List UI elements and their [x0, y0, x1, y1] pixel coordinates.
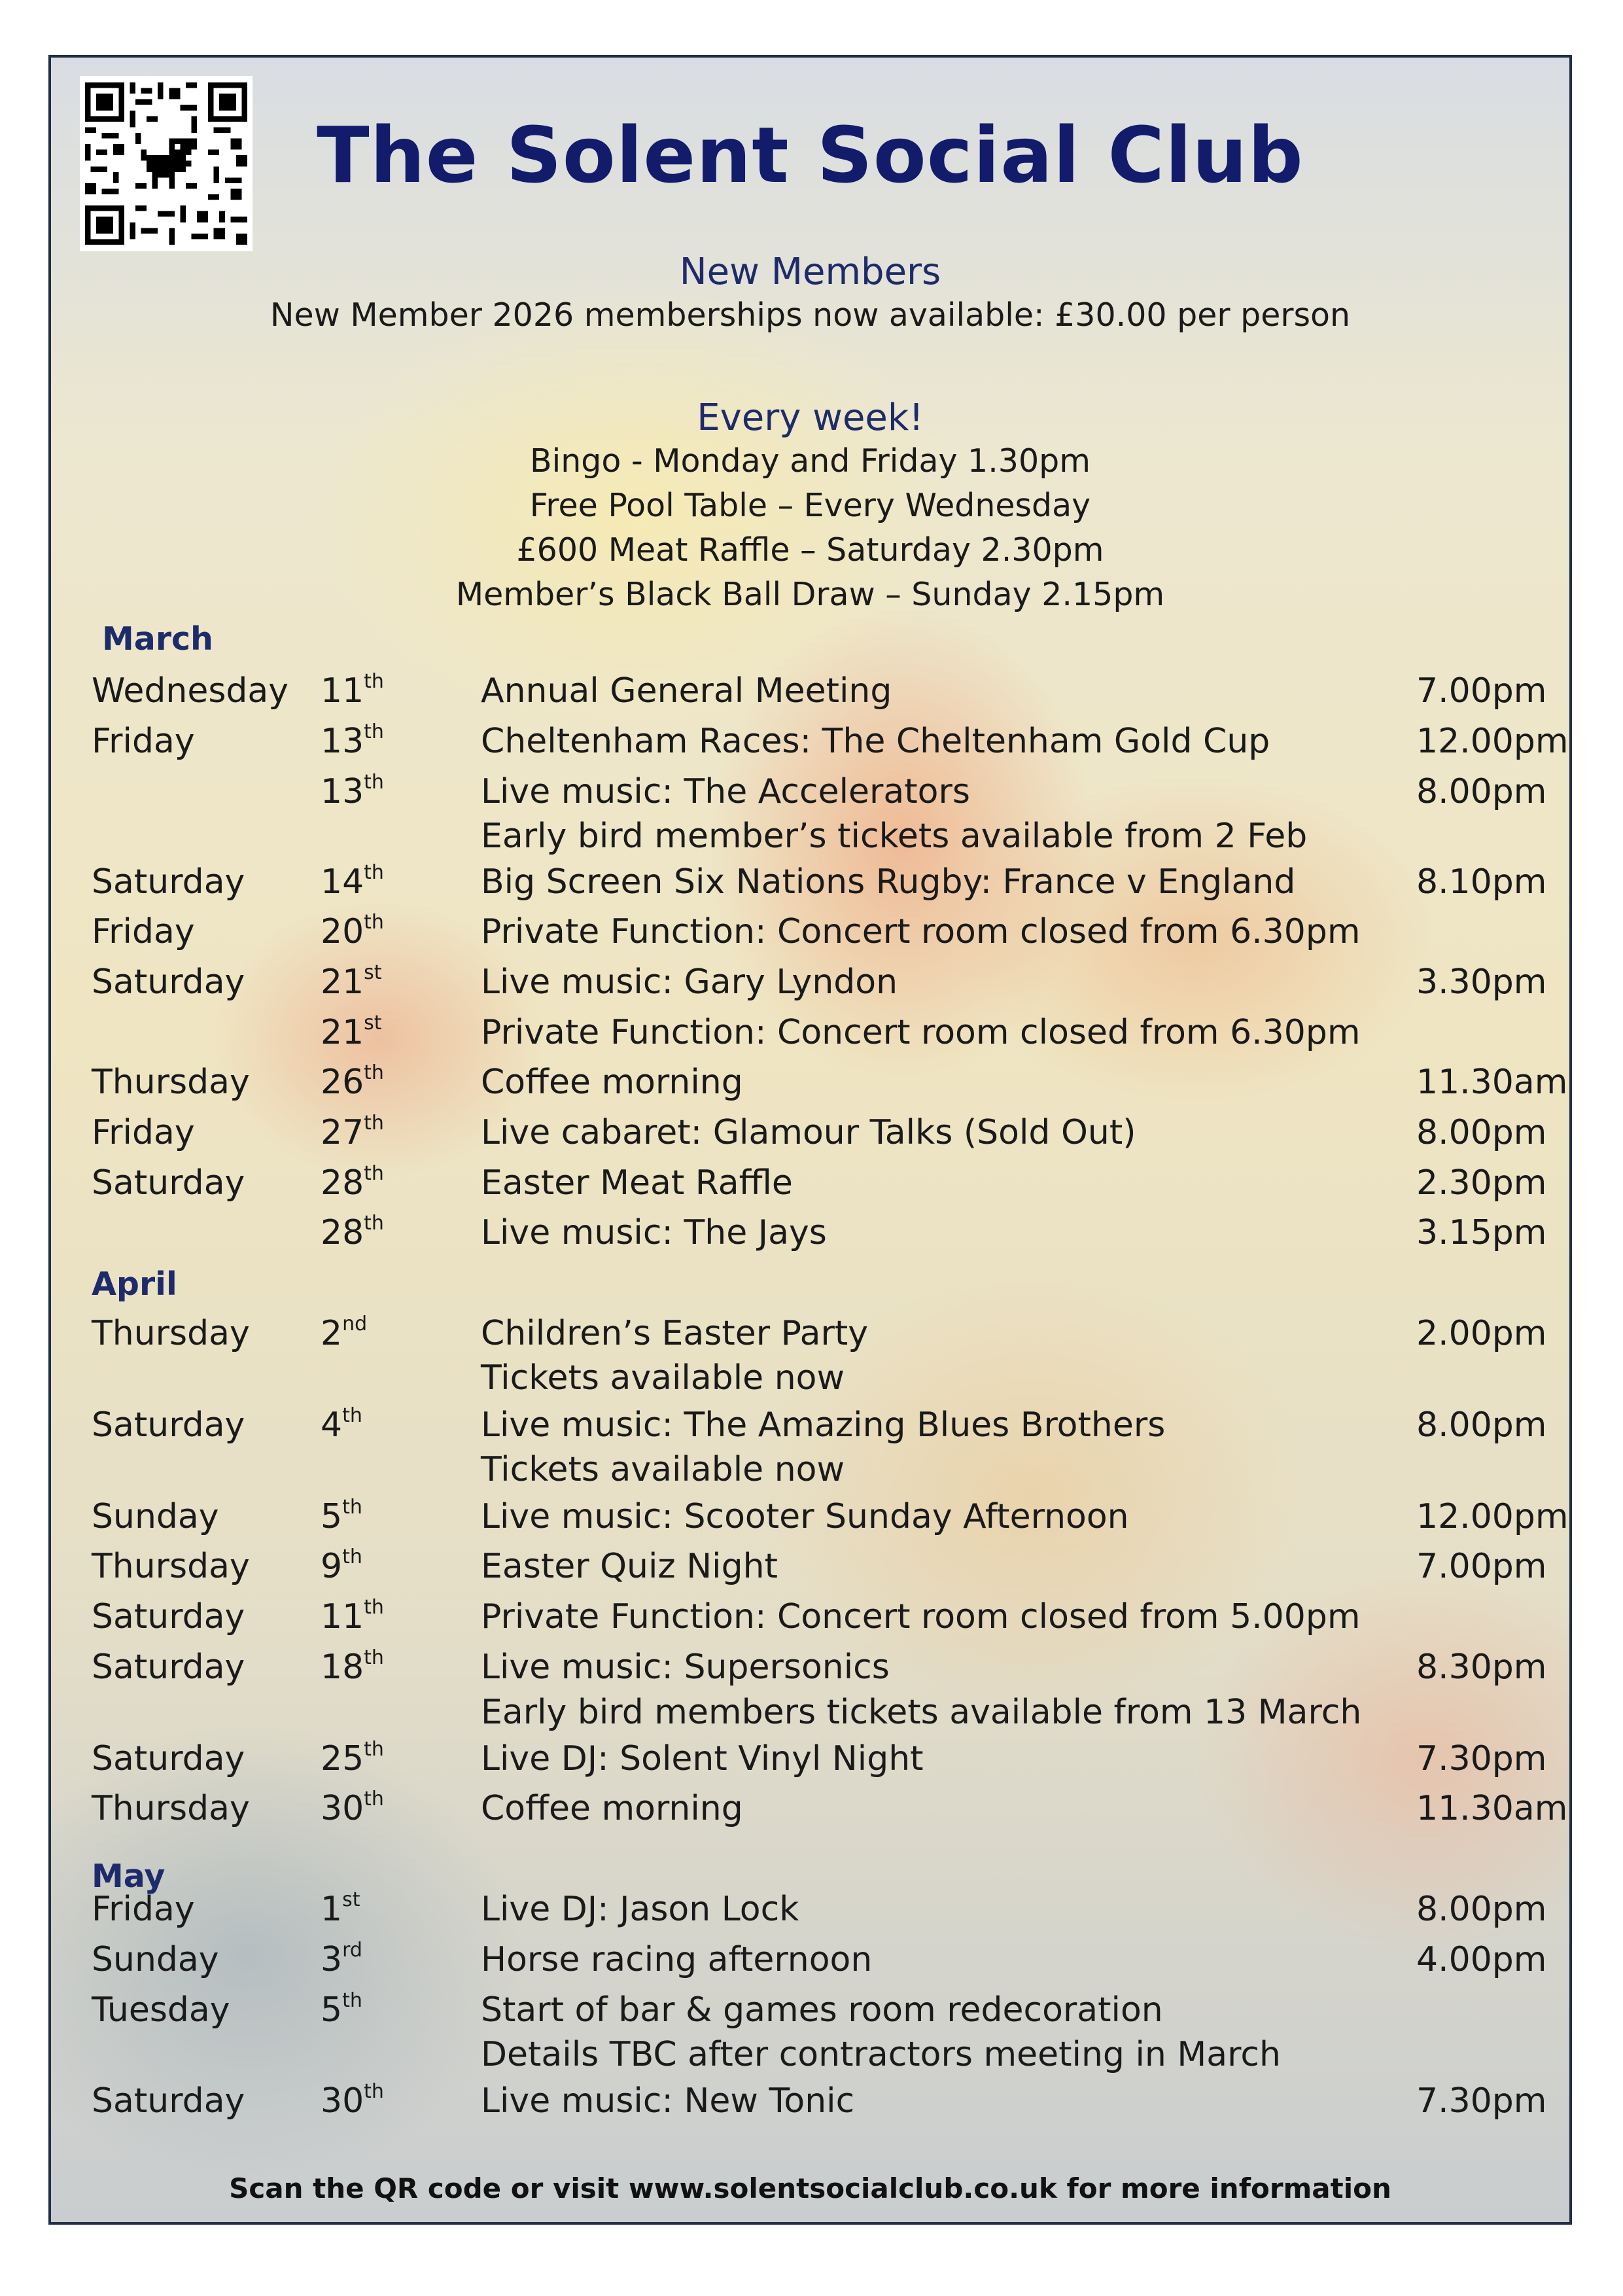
- event-title: Early bird members tickets available from 13 March: [481, 1693, 1362, 1732]
- event-row: [92, 1789, 1570, 1835]
- event-date: 3rd: [321, 1939, 362, 1979]
- date-suffix: st: [342, 1888, 360, 1911]
- month-heading-april: April: [92, 1265, 177, 1303]
- date-suffix: th: [342, 1496, 362, 1519]
- event-time: 12.00pm: [1416, 722, 1569, 761]
- event-day: Thursday: [92, 1314, 250, 1353]
- event-row: [92, 1497, 1570, 1543]
- event-time: 8.00pm: [1416, 1113, 1547, 1152]
- month-heading-may: May: [92, 1858, 166, 1895]
- event-title: Tickets available now: [481, 1450, 845, 1489]
- event-date: 5th: [321, 1496, 362, 1536]
- weekly-item: Free Pool Table – Every Wednesday: [529, 487, 1091, 524]
- event-row: [92, 1405, 1570, 1451]
- event-date: 9th: [321, 1545, 362, 1586]
- date-suffix: th: [342, 1404, 362, 1427]
- event-date: 2nd: [321, 1313, 368, 1353]
- event-title: Private Function: Concert room closed from 5.00pm: [481, 1597, 1361, 1636]
- date-suffix: th: [342, 1545, 362, 1568]
- event-time: 7.00pm: [1416, 1547, 1547, 1586]
- event-time: 8.00pm: [1416, 1890, 1547, 1929]
- event-title: Private Function: Concert room closed from 6.30pm: [481, 1013, 1361, 1052]
- event-row: [92, 1163, 1570, 1209]
- event-time: 7.00pm: [1416, 671, 1547, 711]
- event-time: 4.00pm: [1416, 1940, 1547, 1979]
- event-day: Thursday: [92, 1547, 250, 1586]
- event-date: 28th: [321, 1212, 384, 1252]
- event-row: [92, 2081, 1570, 2127]
- event-day: Thursday: [92, 1789, 250, 1828]
- date-suffix: th: [364, 720, 384, 743]
- event-row: [92, 1990, 1570, 2036]
- event-time: 7.30pm: [1416, 2081, 1547, 2121]
- footer-note: Scan the QR code or visit www.solentsocialclub.co.uk for more information: [229, 2172, 1391, 2204]
- event-day: Friday: [92, 722, 195, 761]
- event-date: 4th: [321, 1404, 362, 1445]
- event-row: [92, 1013, 1570, 1059]
- event-title: Live music: Supersonics: [481, 1648, 890, 1687]
- event-title: Details TBC after contractors meeting in March: [481, 2035, 1281, 2074]
- event-day: Saturday: [92, 2081, 245, 2121]
- event-title: Easter Meat Raffle: [481, 1163, 793, 1203]
- date-suffix: th: [364, 911, 384, 934]
- event-date: 21st: [321, 1012, 382, 1052]
- event-date: 27th: [321, 1112, 384, 1152]
- date-suffix: th: [364, 1788, 384, 1810]
- event-title: Big Screen Six Nations Rugby: France v England: [481, 862, 1296, 902]
- event-day: Saturday: [92, 1648, 245, 1687]
- date-suffix: nd: [342, 1313, 368, 1335]
- event-day: Saturday: [92, 963, 245, 1002]
- event-date: 25th: [321, 1738, 384, 1778]
- event-day: Tuesday: [92, 1990, 230, 2030]
- event-time: 8.00pm: [1416, 772, 1547, 811]
- date-suffix: th: [364, 1162, 384, 1185]
- event-date: 30th: [321, 1788, 384, 1828]
- event-title: Children’s Easter Party: [481, 1314, 869, 1353]
- event-title: Annual General Meeting: [481, 671, 892, 711]
- event-title: Live music: New Tonic: [481, 2081, 855, 2121]
- event-row: [92, 2035, 1570, 2081]
- event-title: Live DJ: Solent Vinyl Night: [481, 1739, 924, 1778]
- date-suffix: th: [364, 1061, 384, 1084]
- event-row: [92, 963, 1570, 1008]
- event-title: Start of bar & games room redecoration: [481, 1990, 1163, 2030]
- date-suffix: st: [364, 961, 382, 984]
- event-day: Saturday: [92, 1739, 245, 1778]
- event-time: 8.10pm: [1416, 862, 1547, 902]
- weekly-item: Bingo - Monday and Friday 1.30pm: [530, 442, 1091, 480]
- event-title: Horse racing afternoon: [481, 1940, 873, 1979]
- event-time: 2.00pm: [1416, 1314, 1547, 1353]
- event-time: 8.30pm: [1416, 1648, 1547, 1687]
- event-day: Saturday: [92, 1163, 245, 1203]
- event-date: 13th: [321, 771, 384, 811]
- event-time: 11.30am: [1416, 1063, 1568, 1102]
- date-suffix: st: [364, 1012, 382, 1034]
- event-day: Saturday: [92, 1405, 245, 1445]
- event-row: [92, 1547, 1570, 1593]
- event-title: Coffee morning: [481, 1063, 743, 1102]
- event-date: 18th: [321, 1646, 384, 1687]
- event-row: [92, 1597, 1570, 1643]
- event-title: Live music: The Amazing Blues Brothers: [481, 1405, 1166, 1445]
- event-title: Tickets available now: [481, 1358, 845, 1398]
- event-time: 11.30am: [1416, 1789, 1568, 1828]
- event-row: [92, 1063, 1570, 1108]
- month-heading-march: March: [102, 620, 213, 658]
- every-week-heading: Every week!: [697, 397, 924, 439]
- event-row: [92, 912, 1570, 958]
- date-suffix: th: [364, 861, 384, 884]
- event-row: [92, 1450, 1570, 1496]
- event-title: Live cabaret: Glamour Talks (Sold Out): [481, 1113, 1136, 1152]
- page-title: The Solent Social Club: [317, 110, 1304, 200]
- date-suffix: th: [364, 1212, 384, 1235]
- event-day: Saturday: [92, 862, 245, 902]
- event-day: Sunday: [92, 1940, 219, 1979]
- event-time: 2.30pm: [1416, 1163, 1547, 1203]
- date-suffix: th: [364, 1738, 384, 1761]
- event-day: Friday: [92, 1890, 195, 1929]
- date-suffix: th: [364, 771, 384, 794]
- event-day: Friday: [92, 912, 195, 951]
- event-date: 1st: [321, 1888, 360, 1929]
- date-suffix: th: [364, 1112, 384, 1135]
- event-date: 5th: [321, 1989, 362, 2030]
- event-row: [92, 772, 1570, 818]
- event-row: [92, 1890, 1570, 1935]
- event-day: Wednesday: [92, 671, 289, 711]
- poster: [48, 55, 1572, 2225]
- event-date: 21st: [321, 961, 382, 1002]
- event-day: Sunday: [92, 1497, 219, 1536]
- weekly-item: £600 Meat Raffle – Saturday 2.30pm: [516, 531, 1104, 569]
- event-title: Early bird member’s tickets available from 2 Feb: [481, 817, 1308, 856]
- weekly-item: Member’s Black Ball Draw – Sunday 2.15pm: [455, 576, 1165, 613]
- event-row: [92, 671, 1570, 717]
- event-row: [92, 817, 1570, 862]
- event-title: Coffee morning: [481, 1789, 743, 1828]
- new-members-text: New Member 2026 memberships now available: £30.00 per person: [270, 296, 1351, 334]
- every-week-section: [51, 397, 1569, 617]
- event-time: 7.30pm: [1416, 1739, 1547, 1778]
- event-row: [92, 1693, 1570, 1739]
- event-row: [92, 722, 1570, 768]
- event-row: [92, 1113, 1570, 1159]
- event-title: Live music: The Accelerators: [481, 772, 970, 811]
- event-row: [92, 1739, 1570, 1785]
- event-day: Saturday: [92, 1597, 245, 1636]
- event-row: [92, 1648, 1570, 1693]
- event-row: [92, 1213, 1570, 1259]
- date-suffix: th: [364, 1646, 384, 1669]
- event-time: 8.00pm: [1416, 1405, 1547, 1445]
- event-title: Live music: The Jays: [481, 1213, 827, 1252]
- new-members-heading: New Members: [679, 251, 941, 293]
- event-day: Thursday: [92, 1063, 250, 1102]
- date-suffix: th: [342, 1989, 362, 2012]
- event-date: 20th: [321, 911, 384, 951]
- event-time: 3.15pm: [1416, 1213, 1547, 1252]
- event-date: 14th: [321, 861, 384, 902]
- event-date: 11th: [321, 1596, 384, 1636]
- event-title: Cheltenham Races: The Cheltenham Gold Cup: [481, 722, 1270, 761]
- event-date: 13th: [321, 720, 384, 761]
- event-date: 30th: [321, 2080, 384, 2121]
- event-time: 3.30pm: [1416, 963, 1547, 1002]
- event-row: [92, 1940, 1570, 1986]
- event-title: Easter Quiz Night: [481, 1547, 778, 1586]
- event-title: Live music: Gary Lyndon: [481, 963, 898, 1002]
- new-members-section: [51, 251, 1569, 338]
- event-title: Private Function: Concert room closed from 6.30pm: [481, 912, 1361, 951]
- event-time: 12.00pm: [1416, 1497, 1569, 1536]
- event-row: [92, 1358, 1570, 1404]
- date-suffix: rd: [342, 1939, 362, 1962]
- date-suffix: th: [364, 2080, 384, 2103]
- event-day: Friday: [92, 1113, 195, 1152]
- event-date: 11th: [321, 670, 384, 711]
- date-suffix: th: [364, 670, 384, 693]
- event-date: 26th: [321, 1061, 384, 1102]
- event-date: 28th: [321, 1162, 384, 1203]
- event-row: [92, 1314, 1570, 1360]
- event-title: Live DJ: Jason Lock: [481, 1890, 799, 1929]
- event-row: [92, 862, 1570, 908]
- date-suffix: th: [364, 1596, 384, 1619]
- event-title: Live music: Scooter Sunday Afternoon: [481, 1497, 1129, 1536]
